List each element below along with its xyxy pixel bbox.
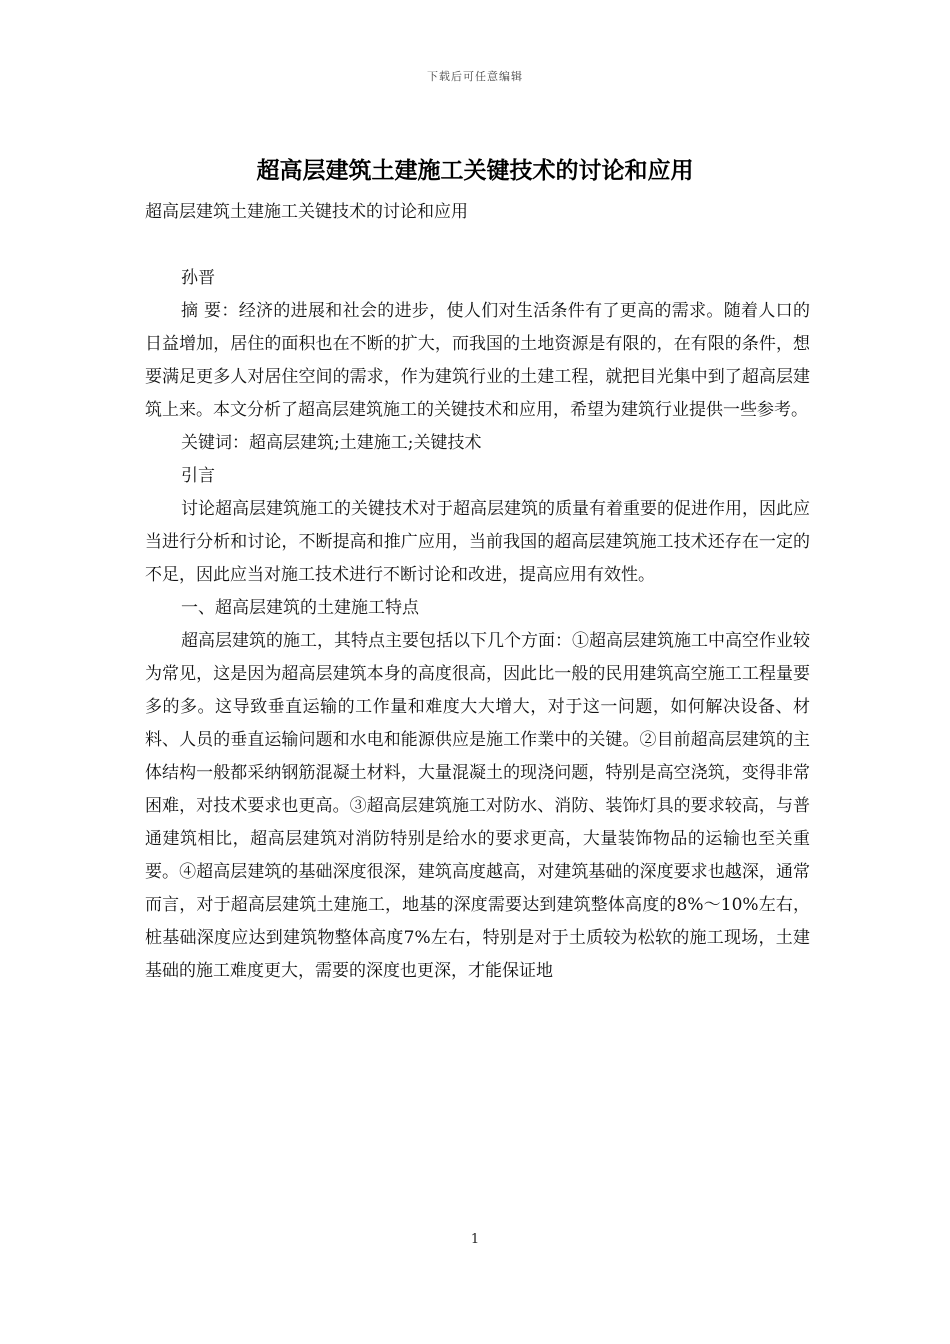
- document-title: 超高层建筑土建施工关键技术的讨论和应用: [256, 157, 694, 184]
- document-body: [145, 196, 810, 988]
- blank-line: [145, 229, 810, 262]
- author: 孙晋: [181, 268, 215, 288]
- abstract-paragraph: 摘 要：经济的进展和社会的进步，使人们对生活条件有了更高的需求。随着人口的日益增加，居住的面积也在不断的扩大，而我国的土地资源是有限的，在有限的条件，想要满足更多人对居住空间的需求，作为建筑行业的土建工程，就把目光集中到了超高层建筑上来。本文分析了超高层建筑施工的关键技术和应用，希望为建筑行业提供一些参考。: [145, 301, 810, 420]
- section-1-heading: 一、超高层建筑的土建施工特点: [181, 598, 419, 618]
- keywords-paragraph: 关键词：超高层建筑;土建施工;关键技术: [181, 433, 482, 453]
- intro-paragraph: 讨论超高层建筑施工的关键技术对于超高层建筑的质量有着重要的促进作用，因此应当进行分析和讨论，不断提高和推广应用，当前我国的超高层建筑施工技术还存在一定的不足，因此应当对施工技术进行不断讨论和改进，提高应用有效性。: [145, 499, 810, 585]
- header-note: 下载后可任意编辑: [427, 70, 523, 83]
- section-1-paragraph: 超高层建筑的施工，其特点主要包括以下几个方面：①超高层建筑施工中高空作业较为常见，这是因为超高层建筑本身的高度很高，因此比一般的民用建筑高空施工工程量要多的多。这导致垂直运输的工作量和难度大大增大，对于这一问题，如何解决设备、材料、人员的垂直运输问题和水电和能源供应是施工作業中的关键。②目前超高层建筑的主体结构一般都采纳钢筋混凝土材料，大量混凝土的现浇问题，特别是高空浇筑，变得非常困难，对技术要求也更高。③超高层建筑施工对防水、消防、装饰灯具的要求较高，与普通建筑相比，超高层建筑对消防特别是给水的要求更高，大量装饰物品的运输也至关重要。④超高层建筑的基础深度很深，建筑高度越高，对建筑基础的深度要求也越深，通常而言，对于超高层建筑土建施工，地基的深度需要达到建筑整体高度的8%～10%左右，桩基础深度应达到建筑物整体高度7%左右，特别是对于土质较为松软的施工现场，土建基础的施工难度更大，需要的深度也更深，才能保证地: [145, 631, 810, 981]
- page-number: 1: [470, 1232, 480, 1247]
- subtitle: 超高层建筑土建施工关键技术的讨论和应用: [145, 202, 468, 222]
- intro-heading: 引言: [181, 466, 215, 486]
